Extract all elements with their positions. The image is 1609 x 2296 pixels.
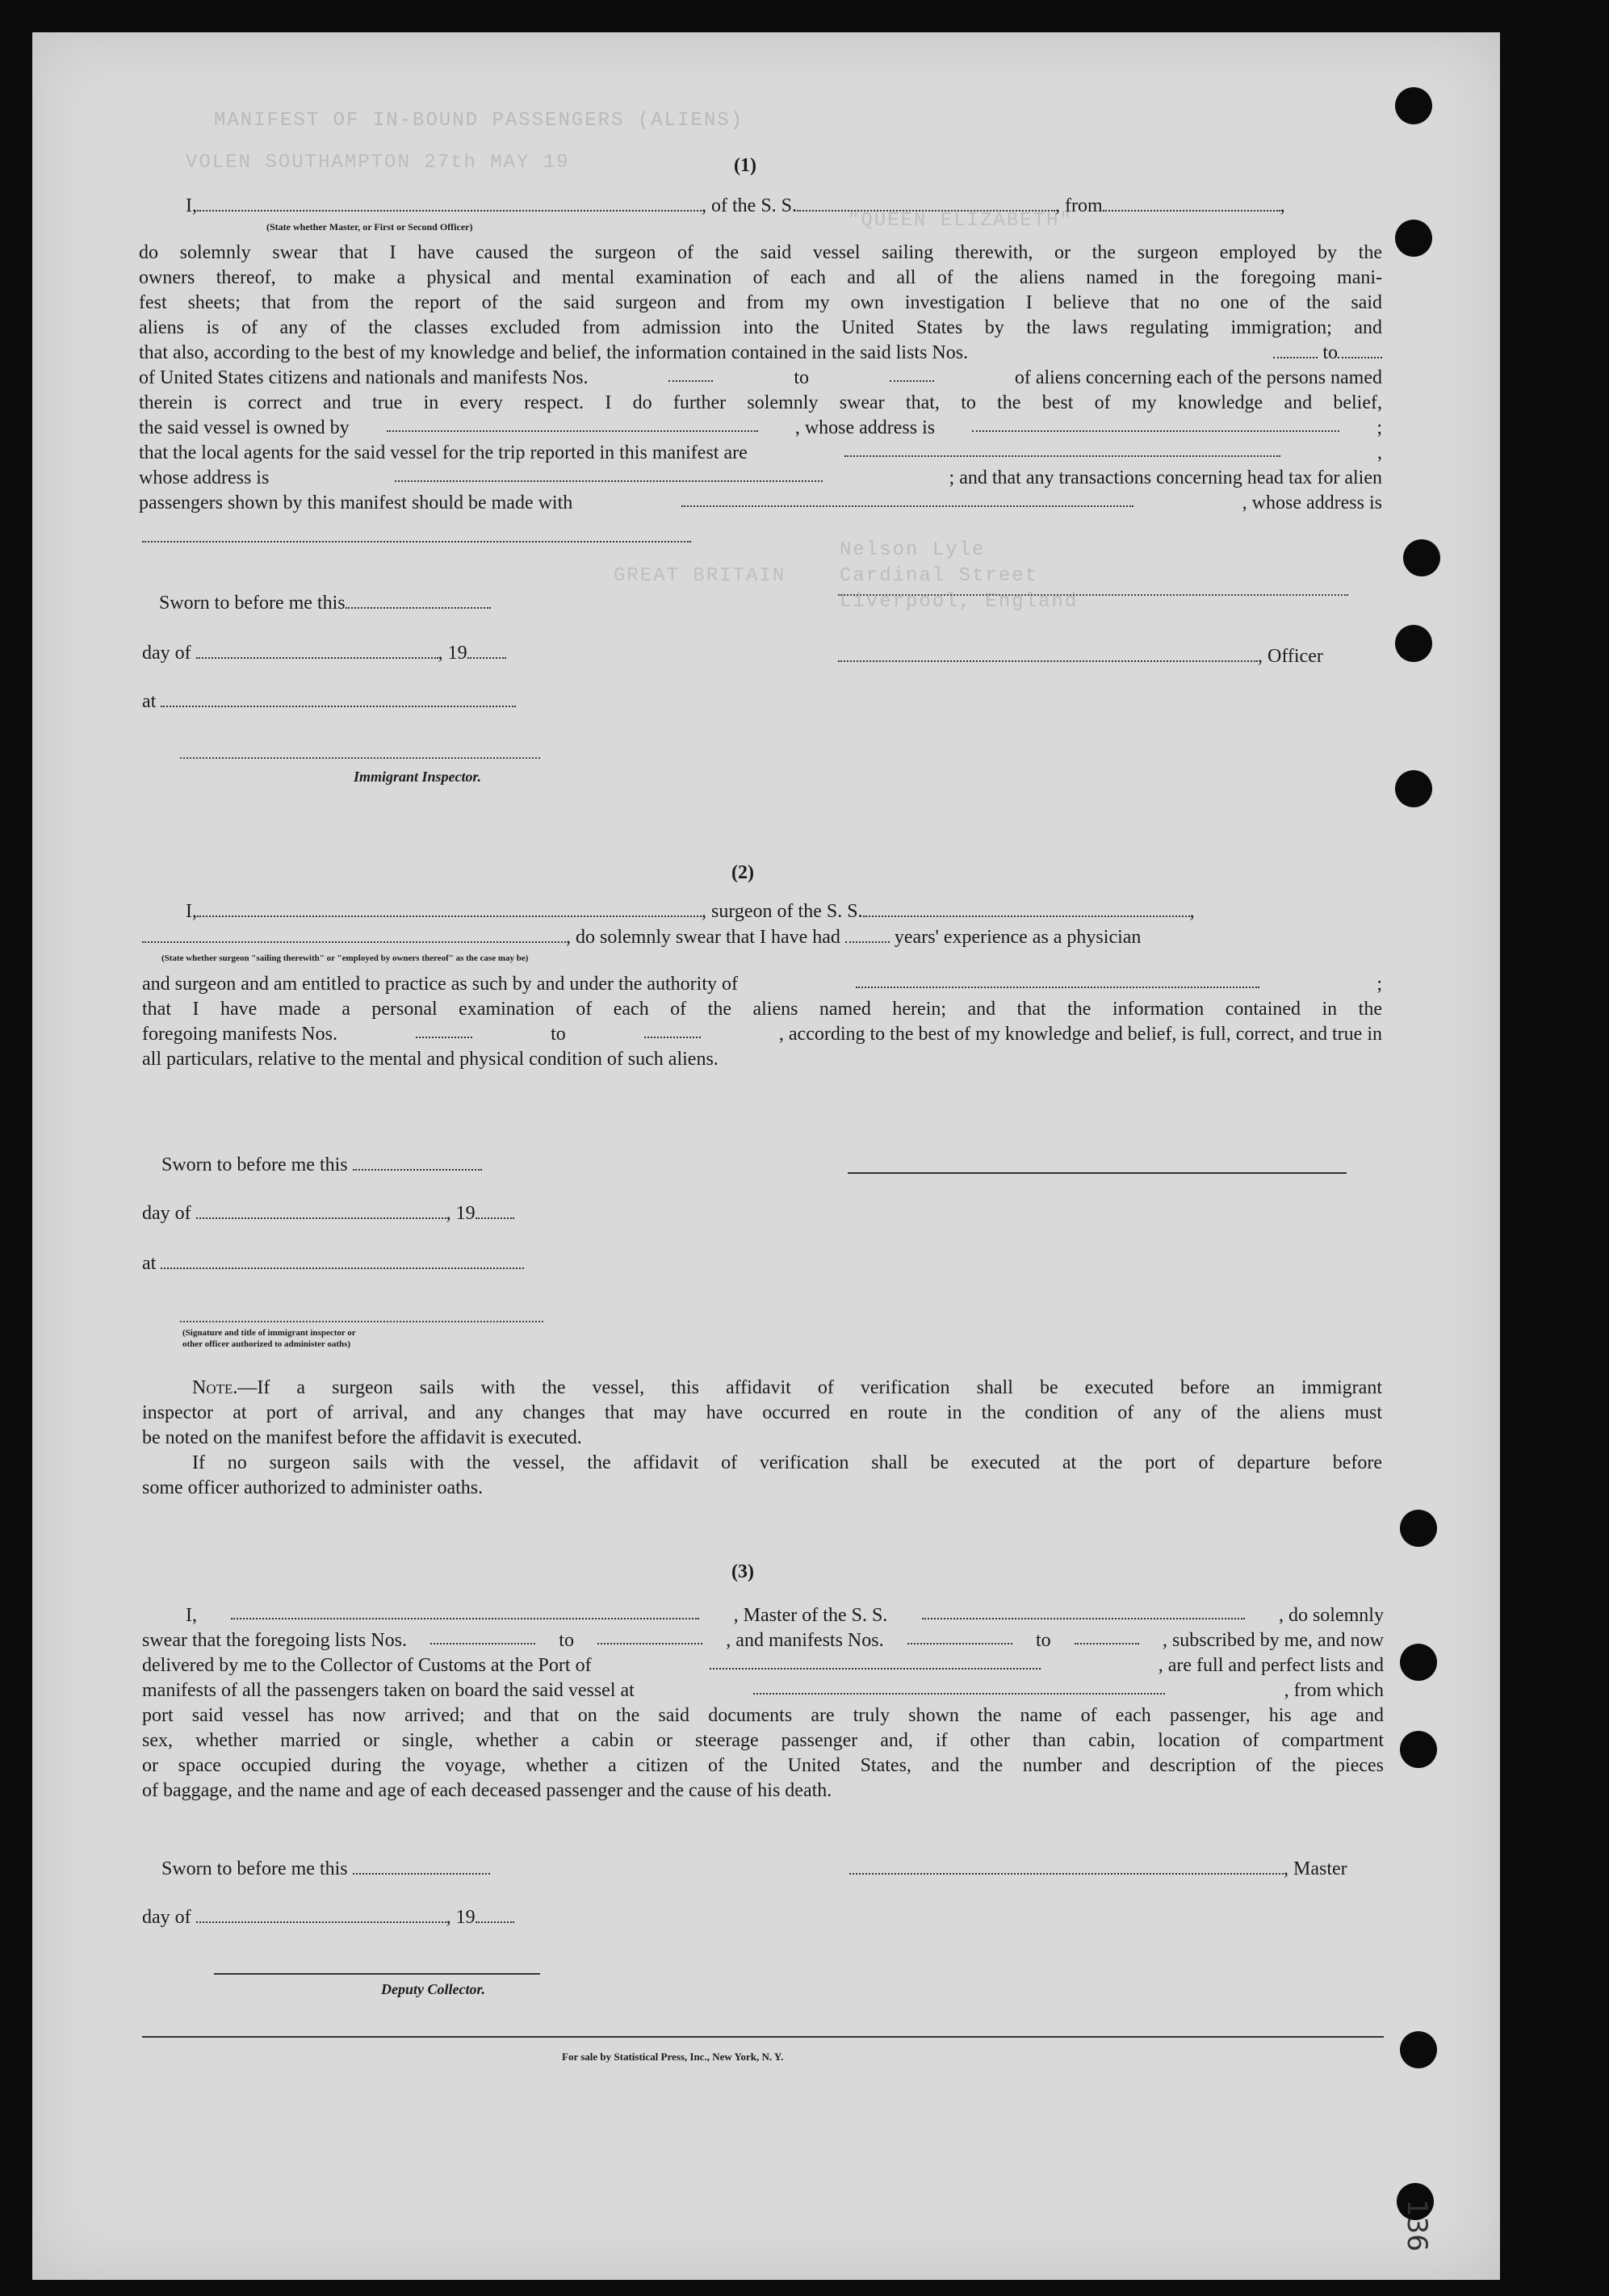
binder-hole <box>1400 1644 1437 1681</box>
at-line: at <box>142 691 516 713</box>
section-1-body: do solemnly swear that I have caused the surgeon of the said vessel sailing therewith, or the surgeon employed by the owners thereof, to make a physical and mental examination of each and all of the aliens named in the foregoing mani- fest sheets; that from the report of the said surgeon and from my own investigation I believe that no one of the said aliens is of any of the classes excluded from admission into the United States by the laws regulating immigration; and that also, according to the best of my knowledge and belief, the information contained in the said lists Nos. to of United States citizens and nationals and manifests Nos. to of aliens concerning each of the persons named therein is correct and true in every respect. I do further solemnly swear that, to the best of my knowledge and belief, the said vessel is owned by , whose address is ; that the local agents for the said vessel for the trip reported in this manifest are , whose address is ; and that any transactions concerning head tax for alien passengers shown by this manifest should be made with , whose address is <box>139 242 1382 513</box>
years-field[interactable] <box>845 927 890 943</box>
master-signature-field[interactable] <box>849 1858 1284 1875</box>
section-2-body: and surgeon and am entitled to practice as such by and under the authority of ; that I have made a personal examination of each of the aliens named herein; and that the information contained in the foregoing manifests Nos. to , according to the best of my knowledge and belief, is full, correct, and true in all particulars, relative to the mental and physical condition of such aliens. <box>142 974 1382 1070</box>
signature-line-2[interactable] <box>180 1321 543 1322</box>
manifests-from-field[interactable] <box>668 366 713 382</box>
officer-top-line[interactable] <box>838 594 1348 596</box>
manifests-to-field-3[interactable] <box>1075 1628 1139 1644</box>
binder-hole <box>1400 1731 1437 1768</box>
bleed-through-line: VOLEN SOUTHAMPTON 27th MAY 19 <box>186 152 570 174</box>
year-field-3[interactable] <box>476 1907 514 1923</box>
surgeon-vessel-field[interactable] <box>863 901 1190 917</box>
agents-address-field[interactable] <box>395 466 823 482</box>
year-field[interactable] <box>467 643 506 659</box>
surgeon-signature-line[interactable] <box>848 1172 1347 1174</box>
divider <box>142 541 691 543</box>
officer-line: , Officer <box>838 646 1323 668</box>
footer-imprint: For sale by Statistical Press, Inc., New York, N. Y. <box>562 2051 784 2063</box>
inspector-caption: Immigrant Inspector. <box>354 769 482 785</box>
section-1-number: (1) <box>734 155 756 176</box>
deputy-signature-line[interactable] <box>214 1973 540 1975</box>
lists-from-field[interactable] <box>1273 342 1318 358</box>
day-of-field-3[interactable] <box>196 1907 446 1923</box>
sworn-line-3: Sworn to before me this <box>161 1858 490 1880</box>
section-3-body: I, , Master of the S. S. , do solemnly swear that the foregoing lists Nos. to , and manifests Nos. to , subscribed by me, and now delivered by me to the Collector of Customs at the Port of , are full and perfect lists and manifests of all the passengers taken on board the said vessel at , from which port said vessel has now arrived; and that on the said documents are truly shown the name of each passenger, his age and sex, whether married or single, whether a cabin or steerage passenger and, if other than cabin, location of compartment or space occupied during the voyage, whether a citizen of the United States, and the number and description of the pieces of baggage, and the name and age of each deceased passenger and the cause of his death. <box>142 1605 1384 1801</box>
sworn-line-2: Sworn to before me this <box>161 1154 482 1176</box>
surgeon-status-field[interactable] <box>142 927 566 943</box>
binder-hole <box>1400 2031 1437 2068</box>
lists-to-field[interactable] <box>1338 342 1382 358</box>
vessel-field[interactable] <box>797 195 1055 212</box>
day-of-line-2: day of , 19 <box>142 1203 514 1225</box>
section-2-header-line: I, , surgeon of the S. S. , <box>186 901 1195 922</box>
lists-to-field-3[interactable] <box>597 1628 702 1644</box>
binder-hole <box>1403 539 1440 576</box>
bleed-through-title: MANIFEST OF IN-BOUND PASSENGERS (ALIENS) <box>214 110 744 132</box>
page-number: 136 <box>1401 2199 1433 2252</box>
manifests-to-field-2[interactable] <box>644 1022 701 1038</box>
bleed-through-line: Liverpool, England <box>840 591 1079 613</box>
bleed-through-line: Nelson Lyle <box>840 539 986 561</box>
state-note: (State whether Master, or First or Second Officer) <box>266 221 473 233</box>
officer-signature-field[interactable] <box>838 646 1258 662</box>
manifests-from-field-3[interactable] <box>907 1628 1012 1644</box>
port-field[interactable] <box>710 1653 1041 1670</box>
section-1-header-line: I, , of the S. S. , from , <box>186 195 1285 216</box>
bleed-through-line: "QUEEN ELIZABETH" <box>848 210 1073 232</box>
at-field[interactable] <box>161 691 516 707</box>
footer-rule <box>142 2036 1384 2038</box>
master-signature-line: , Master <box>849 1858 1347 1880</box>
master-vessel-field[interactable] <box>922 1603 1245 1619</box>
day-of-field[interactable] <box>196 643 438 659</box>
at-line-2: at <box>142 1253 524 1275</box>
section-2-number: (2) <box>731 862 754 883</box>
sworn-date-field-2[interactable] <box>353 1154 482 1171</box>
bleed-through-line: Cardinal Street <box>840 565 1039 587</box>
deputy-caption: Deputy Collector. <box>381 1981 485 1997</box>
signature-note-2: other officer authorized to administer oaths) <box>182 1339 351 1349</box>
day-of-field-2[interactable] <box>196 1203 446 1219</box>
manifests-from-field-2[interactable] <box>416 1022 472 1038</box>
document-page <box>32 32 1500 2280</box>
sworn-line: Sworn to before me this <box>159 593 491 614</box>
signature-note-1: (Signature and title of immigrant inspector or <box>182 1328 356 1338</box>
sworn-date-field[interactable] <box>346 593 491 609</box>
lists-from-field-3[interactable] <box>430 1628 535 1644</box>
day-of-line: day of , 19 <box>142 643 506 664</box>
bleed-through-line: GREAT BRITAIN <box>614 565 786 587</box>
binder-hole <box>1395 87 1432 124</box>
agents-field[interactable] <box>844 441 1280 457</box>
section-3-number: (3) <box>731 1561 754 1582</box>
sworn-date-field-3[interactable] <box>353 1858 490 1875</box>
binder-hole <box>1395 770 1432 807</box>
binder-hole <box>1395 220 1432 257</box>
surgeon-state-note: (State whether surgeon "sailing therewith" or "employed by owners thereof" as the case may be) <box>161 953 529 963</box>
owner-field[interactable] <box>387 416 758 432</box>
manifests-to-field[interactable] <box>890 366 934 382</box>
boarding-port-field[interactable] <box>753 1678 1165 1695</box>
section-2-swear-line: , do solemnly swear that I have had years' experience as a physician <box>142 927 1141 949</box>
binder-hole <box>1400 1510 1437 1547</box>
day-of-line-3: day of , 19 <box>142 1907 514 1929</box>
master-name-field[interactable] <box>231 1603 699 1619</box>
year-field-2[interactable] <box>476 1203 514 1219</box>
binder-hole <box>1395 625 1432 662</box>
authority-field[interactable] <box>856 972 1259 988</box>
owner-address-field[interactable] <box>972 416 1339 432</box>
inspector-signature-line[interactable] <box>180 757 540 759</box>
at-field-2[interactable] <box>161 1253 524 1269</box>
surgeon-name-field[interactable] <box>197 901 702 917</box>
from-field[interactable] <box>1103 195 1280 212</box>
note-block: Note.—If a surgeon sails with the vessel, this affidavit of verification shall be executed before an immigrant inspector at port of arrival, and any changes that may have occurred en route in the condition of any of the aliens must be noted on the manifest before the affidavit is executed. If no surgeon sails with the vessel, the affidavit of verification shall be executed at the port of departure before some officer authorized to administer oaths. <box>142 1377 1382 1498</box>
head-tax-field[interactable] <box>681 491 1133 507</box>
name-field[interactable] <box>197 195 702 212</box>
